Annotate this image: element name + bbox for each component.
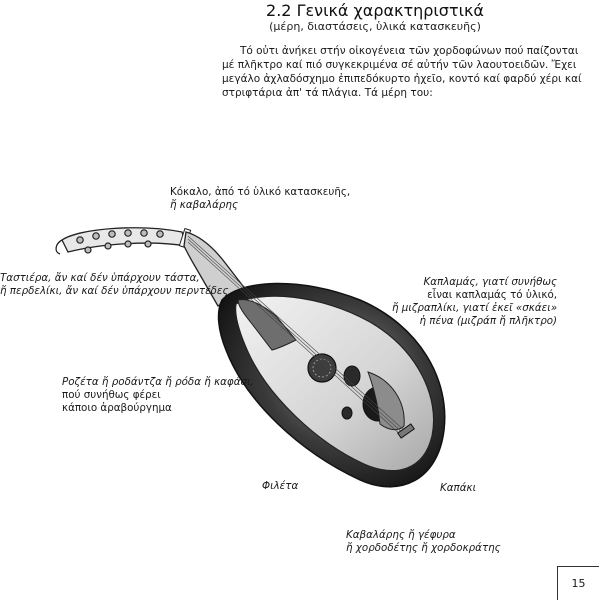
label-kavalaris: Καβαλάρης ἤ γέφυρα ἤ χορδοδέτης ἤ χορδοκράτης [346, 529, 501, 554]
label-kokalo: Κόκαλο, ἀπό τό ὑλικό κατασκευῆς, ἤ καβαλάρης [170, 186, 351, 211]
intro-paragraph: Τό οὐτι ἀνήκει στήν οἰκογένεια τῶν χορδοφώνων πού παίζονται μέ πλῆκτρο καί πιό συγκεκριμένα σέ αὐτήν τῶν λαουτοειδῶν. Ἔχει μεγάλο ἀχλαδόσχημο ἐπιπεδόκυρτο ἠχεῖο, κοντό καί φαρδύ χέρι καί στριφτάρια ἀπ' τά πλάγια. Τά μέρη του: [222, 45, 582, 99]
section-title: 2.2 Γενικά χαρακτηριστικά [266, 1, 484, 20]
label-kaplamas: Καπλαμάς, γιατί συνήθως εἶναι καπλαμάς τό ὑλικό, ἤ μιζραπλίκι, γιατί ἐκεῖ «σκάει» ἡ πένα (μιζράπ ἤ πλῆκτρο) [392, 276, 558, 327]
page-number: 15 [557, 566, 599, 600]
pegbox [56, 228, 186, 254]
label-rozeta: Ροζέτα ἤ ροδάντζα ἤ ρόδα ἤ καφάσι, πού συνήθως φέρει κάποιο ἀραβούργημα [62, 376, 254, 414]
section-subtitle: (μέρη, διαστάσεις, ὑλικά κατασκευῆς) [269, 20, 481, 33]
label-tastiera: Ταστιέρα, ἄν καί δέν ὑπάρχουν τάστα, ἤ περδελίκι, ἄν καί δέν ὑπάρχουν περντέδες [0, 272, 229, 297]
label-kapaki: Καπάκι [440, 482, 477, 494]
label-fileta: Φιλέτα [262, 480, 299, 492]
